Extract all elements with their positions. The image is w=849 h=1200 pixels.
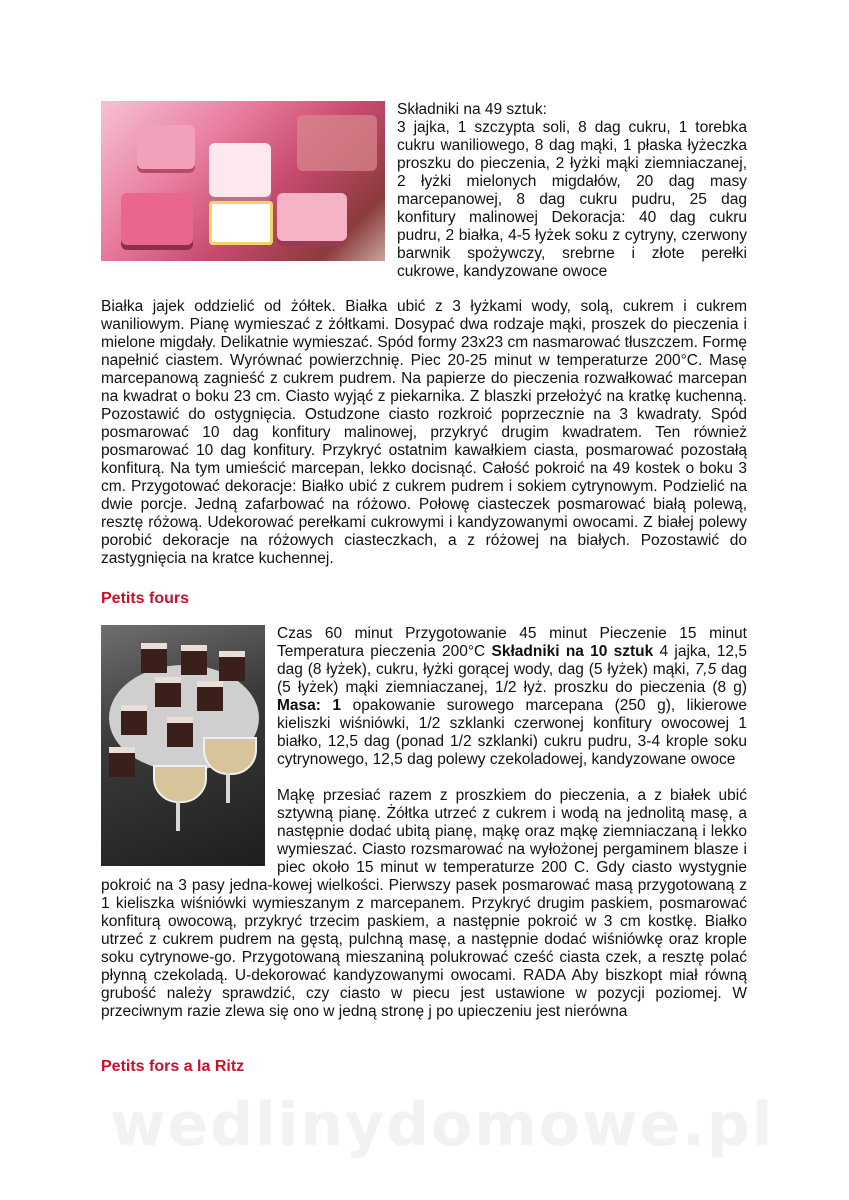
recipe3-title: Petits fors a la Ritz	[101, 1058, 245, 1075]
recipe2-ingredients-b: dag (5 łyżek) mąki ziemniaczanej, 1/2 łyż. proszku do pieczenia (8 g)	[277, 661, 747, 696]
recipe1-header-block	[101, 101, 747, 281]
recipe2-ingredients-a: 4 jajka, 12,5 dag (8 łyżek), cukru, łyżki gorącej wody, dag (5 łyżek) mąki,	[277, 643, 747, 678]
recipe2-title: Petits fours	[101, 590, 190, 607]
recipe2-block	[101, 625, 747, 1021]
petits-fours-chocolate-photo	[101, 625, 265, 866]
petits-fours-pink-photo	[101, 101, 385, 261]
recipe2-time-text: Czas 60 minut Przygotowanie 45 minut Pieczenie 15 minut Temperatura pieczenia 200°C	[277, 625, 747, 660]
recipe2-instructions: Mąkę przesiać razem z proszkiem do pieczenia, a z białek ubić sztywną pianę. Żółtka utrzeć z cukrem i wodą na jednolitą masę, a następnie dodać ubitą pianę, mąkę oraz mąkę ziemniaczaną i lekko wymieszać. Ciasto rozsmarować na wyłożonej pergaminem blasze i piec około 15 minut w temperaturze 200 C. Gdy ciasto wystygnie pokroić na 3 pasy jedna-kowej wielkości. Pierwszy pasek posmarować masą przygotowaną z 1 kieliszka wiśniówki wymieszanym z marcepanem. Przykryć drugim paskiem, posmarować konfiturą owocową, przykryć trzecim paskiem, a następnie pokroić w 3 cm kostkę. Białko utrzeć z cukrem pudrem na gęstą, pulchną masę, a następnie dodać wiśniówkę oraz krople soku cytrynowe-go. Przygotowaną mieszaniną polukrować cześć ciasta czek, a resztę polać płynną czekoladą. U-dekorować kandyzowanymi owocami. RADA Aby biszkopt miał równą grubość należy sprawdzić, czy ciasto w piecu jest ustawione w pozycji poziomej. W przeciwnym razie zlewa się ono w jedną stronę j po upieczeniu jest nierówna	[101, 787, 747, 1020]
recipe2-ingredients-c: opakowanie surowego marcepana (250 g), likierowe kieliszki wiśniówki, 1/2 szklanki czerwonej konfitury owocowej 1 białko, 12,5 dag (ponad 1/2 szklanki) cukru pudru, 3-4 krople soku cytrynowego, 12,5 dag polewy czekoladowej, kandyzowane owoce	[277, 697, 747, 768]
recipe2-ingredients-italic: 7,5	[694, 661, 717, 678]
recipe1-instructions: Białka jajek oddzielić od żółtek. Białka ubić z 3 łyżkami wody, solą, cukrem i cukrem waniliowym. Pianę wymieszać z żółtkami. Dosypać dwa rodzaje mąki, proszek do pieczenia i mielone migdały. Delikatnie wymieszać. Spód formy 23x23 cm nasmarować tłuszczem. Formę napełnić ciastem. Wyrównać powierzchnię. Piec 20-25 minut w temperaturze 200°C. Masę marcepanową zagnieść z cukrem pudrem. Na papierze do pieczenia rozwałkować marcepan na kwadrat o boku 23 cm. Ciasto wyjąć z piekarnika. Z blaszki przełożyć na kratkę kuchenną. Pozostawić do ostygnięcia. Ostudzone ciasto rozkroić poprzecznie na 3 kwadraty. Spód posmarować 10 dag konfitury malinowej, przykryć drugim kwadratem. Ten również posmarować 10 dag konfitury. Przykryć ostatnim kawałkiem ciasta, posmarować pozostałą konfiturą. Na tym umieścić marcepan, lekko docisnąć. Całość pokroić na 49 kostek o boku 3 cm. Przygotować dekoracje: Białko ubić z cukrem pudrem i sokiem cytrynowym. Podzielić na dwie porcje. Jedną zafarbować na różowo. Połowę ciasteczek posmarować białą polewą, resztę różową. Udekorować perełkami cukrowymi i kandyzowanymi owocami. Z białej polewy porobić dekoracje na różowych ciasteczkach, a z różowej na białych. Pozostawić do zastygnięcia na kratce kuchennej.	[101, 298, 747, 567]
recipe2-masa-label: Masa: 1	[277, 697, 342, 714]
recipe1-ingredients-title: Składniki na 49 sztuk:	[397, 101, 547, 118]
watermark: wedlinydomowe.pl	[110, 1090, 775, 1160]
recipe1-instructions-block	[101, 298, 747, 568]
recipe2-ingredients-label: Składniki na 10 sztuk	[491, 643, 654, 660]
recipe1-ingredients-text: 3 jajka, 1 szczypta soli, 8 dag cukru, 1 torebka cukru waniliowego, 8 dag mąki, 1 płaska łyżeczka proszku do pieczenia, 2 łyżki mąki ziemniaczanej, 2 łyżki mielonych migdałów, 20 dag masy marcepanowej, 8 dag cukru pudru, 25 dag konfitury malinowej Dekoracja: 40 dag cukru pudru, 2 białka, 4-5 łyżek soku z cytryny, czerwony barwnik spożywczy, srebrne i złote perełki cukrowe, kandyzowane owoce	[397, 119, 747, 280]
